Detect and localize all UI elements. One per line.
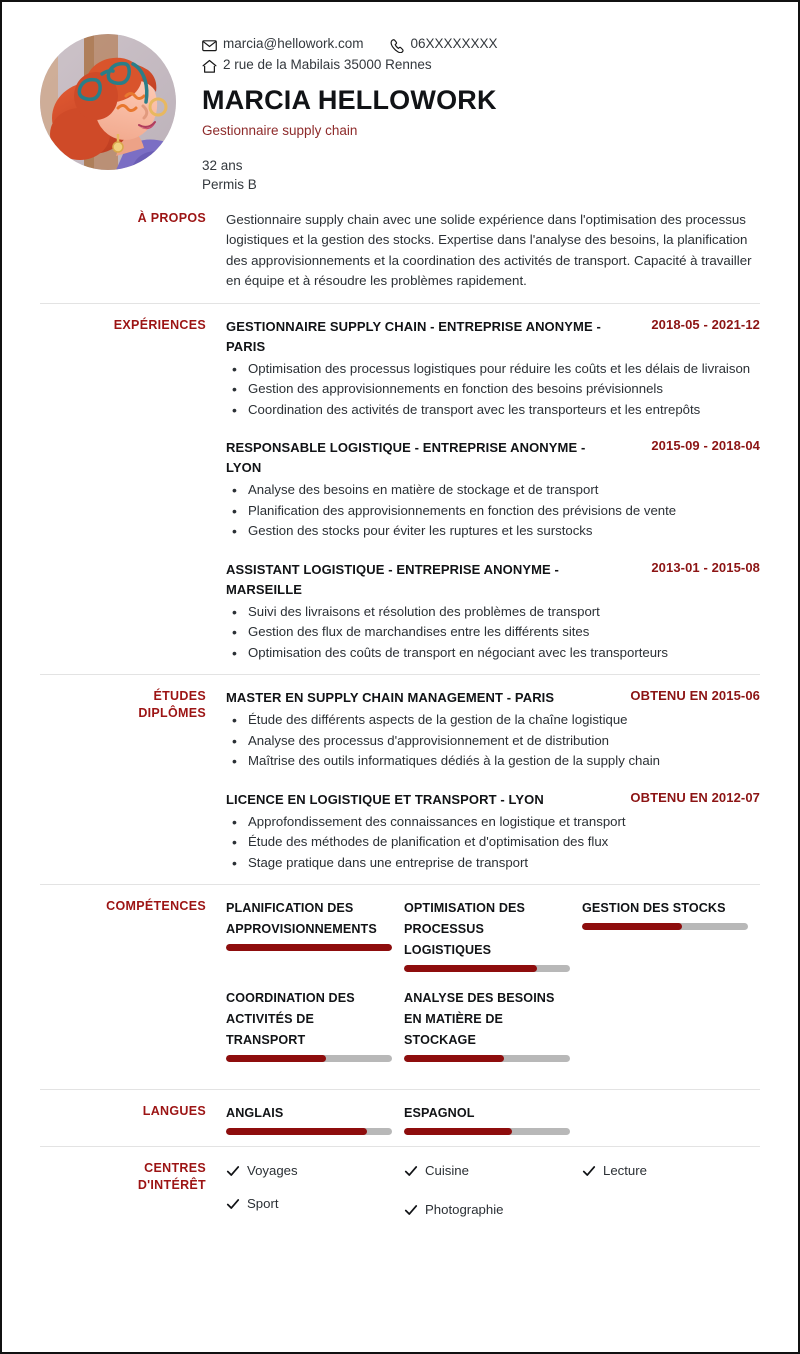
education-bullets: [226, 812, 760, 874]
interest-label: Cuisine: [425, 1163, 469, 1179]
interest-label: Photographie: [425, 1201, 504, 1217]
skills-grid: [226, 898, 760, 1078]
interest-label: Lecture: [603, 1163, 647, 1179]
avatar-container: [40, 28, 192, 170]
section-label-languages: LANGUES: [142, 1104, 206, 1119]
list-item: • Étude des différents aspects de la gestion de la chaîne logistique: [248, 710, 760, 731]
experience-date: 2015-09 - 2018-04: [651, 438, 760, 454]
education-date: OBTENU EN 2015-06: [630, 688, 760, 704]
email-text: marcia@hellowork.com: [223, 36, 364, 51]
list-item: • Analyse des processus d'approvisionnement et de distribution: [248, 731, 760, 752]
experience-bullets: [226, 359, 760, 421]
experience-bullets: [226, 480, 760, 542]
skill-item: [582, 898, 760, 972]
section-label-interests: [40, 1160, 226, 1226]
section-label-skills: COMPÉTENCES: [106, 899, 206, 914]
education-bullets: [226, 710, 760, 772]
license-text: Permis B: [202, 176, 257, 192]
age-text: 32 ans: [202, 157, 243, 173]
skill-level-bar: [226, 944, 392, 951]
resume-header: [40, 28, 760, 194]
check-icon: [404, 1164, 418, 1178]
list-item: • Gestion des stocks pour éviter les ruptures et les surstocks: [248, 521, 760, 542]
skill-item: [404, 988, 582, 1062]
skill-level-bar: [582, 923, 748, 930]
section-languages: [40, 1089, 760, 1146]
list-item: • Suivi des livraisons et résolution des problèmes de transport: [248, 602, 760, 623]
experience-date: 2018-05 - 2021-12: [651, 316, 760, 332]
skill-level-bar: [404, 965, 570, 972]
section-experiences: [40, 303, 760, 675]
interest-label: Sport: [247, 1196, 279, 1212]
check-icon: [404, 1203, 418, 1217]
list-item: • Étude des méthodes de planification et d'optimisation des flux: [248, 832, 760, 853]
education-entry: [226, 688, 760, 772]
skill-name: COORDINATION DES ACTIVITÉS DE TRANSPORT: [226, 991, 355, 1048]
list-item: • Optimisation des coûts de transport en négociant avec les transporteurs: [248, 643, 760, 664]
skill-item: [226, 988, 404, 1062]
language-level-bar: [404, 1128, 570, 1135]
experience-bullets: [226, 602, 760, 664]
job-title: Gestionnaire supply chain: [202, 122, 358, 138]
skill-level-fill: [404, 1055, 504, 1062]
language-item: [404, 1103, 582, 1135]
interest-item: [404, 1160, 582, 1182]
phone-text: 06XXXXXXXX: [410, 36, 498, 51]
section-skills: [40, 884, 760, 1089]
list-item: • Optimisation des processus logistiques pour réduire les coûts et les délais de livraison: [248, 359, 760, 380]
section-education: [40, 674, 760, 884]
interests-grid: [226, 1160, 760, 1226]
skill-item: [404, 898, 582, 972]
skill-name: OPTIMISATION DES PROCESSUS LOGISTIQUES: [404, 901, 526, 958]
education-date: OBTENU EN 2012-07: [630, 789, 760, 805]
list-item: • Planification des approvisionnements en fonction des prévisions de vente: [248, 501, 760, 522]
language-name: ANGLAIS: [226, 1106, 284, 1121]
address-text: 2 rue de la Mabilais 35000 Rennes: [223, 57, 432, 72]
personal-meta: [202, 156, 760, 194]
section-label-education-line1: ÉTUDES: [153, 689, 206, 704]
list-item: • Gestion des flux de marchandises entre les différents sites: [248, 622, 760, 643]
check-icon: [582, 1164, 596, 1178]
section-label-experiences: EXPÉRIENCES: [113, 317, 206, 332]
skill-name: ANALYSE DES BESOINS EN MATIÈRE DE STOCKAGE: [404, 991, 555, 1048]
list-item: • Stage pratique dans une entreprise de transport: [248, 853, 760, 874]
section-interests: [40, 1146, 760, 1237]
language-level-fill: [404, 1128, 512, 1135]
language-level-fill: [226, 1128, 367, 1135]
skill-name: PLANIFICATION DES APPROVISIONNEMENTS: [226, 901, 377, 937]
language-name: ESPAGNOL: [404, 1106, 475, 1121]
skill-item: [226, 898, 404, 972]
interest-item: [582, 1160, 760, 1182]
page-title: MARCIA HELLOWORK: [202, 85, 497, 115]
section-about: [40, 194, 760, 303]
skill-name: GESTION DES STOCKS: [582, 901, 726, 916]
envelope-icon: [202, 38, 217, 53]
about-text: Gestionnaire supply chain avec une solide expérience dans l'optimisation des processus logistiques et la gestion des stocks. Expertise dans l'analyse des besoins, la planification des approvisionnements et la coordination des activités de transport. Capacité à travailler en équipe et à résoudre les problèmes rapidement.: [226, 211, 752, 289]
education-entry: [226, 790, 760, 874]
avatar: [40, 34, 176, 170]
phone-icon: [390, 38, 405, 53]
header-details: [192, 28, 760, 194]
skill-level-fill: [226, 944, 392, 951]
section-label-education-line2: DIPLÔMES: [138, 706, 206, 721]
experience-entry: [226, 317, 760, 421]
language-item: [226, 1103, 404, 1135]
experience-title: RESPONSABLE LOGISTIQUE - ENTREPRISE ANONYME - LYON: [226, 440, 586, 476]
list-item: • Gestion des approvisionnements en fonction des besoins prévisionnels: [248, 379, 760, 400]
section-label-about: À PROPOS: [137, 210, 206, 225]
skill-level-bar: [226, 1055, 392, 1062]
experience-entry: [226, 560, 760, 664]
contact-line-1: [202, 34, 760, 54]
section-label-education: [40, 688, 226, 873]
list-item: • Coordination des activités de transport avec les transporteurs et les entrepôts: [248, 400, 760, 421]
list-item: • Analyse des besoins en matière de stockage et de transport: [248, 480, 760, 501]
skill-level-fill: [404, 965, 537, 972]
skill-level-bar: [404, 1055, 570, 1062]
experience-date: 2013-01 - 2015-08: [651, 559, 760, 575]
languages-grid: [226, 1103, 760, 1135]
experience-title: GESTIONNAIRE SUPPLY CHAIN - ENTREPRISE ANONYME - PARIS: [226, 318, 601, 354]
contact-line-2: [202, 55, 760, 75]
section-label-interests-line2: D'INTÉRÊT: [137, 1178, 206, 1193]
interest-item: [226, 1193, 404, 1215]
check-icon: [226, 1164, 240, 1178]
interest-item: [404, 1193, 582, 1226]
experience-entry: [226, 438, 760, 542]
section-label-interests-line1: CENTRES: [144, 1161, 206, 1176]
interest-label: Voyages: [247, 1163, 298, 1179]
education-title: LICENCE EN LOGISTIQUE ET TRANSPORT - LYON: [226, 791, 544, 807]
check-icon: [226, 1197, 240, 1211]
language-level-bar: [226, 1128, 392, 1135]
interest-item: [226, 1160, 404, 1182]
list-item: • Approfondissement des connaissances en logistique et transport: [248, 812, 760, 833]
skill-level-fill: [226, 1055, 326, 1062]
home-icon: [202, 59, 217, 74]
experience-title: ASSISTANT LOGISTIQUE - ENTREPRISE ANONYME - MARSEILLE: [226, 561, 559, 597]
list-item: • Maîtrise des outils informatiques dédiés à la gestion de la supply chain: [248, 751, 760, 772]
education-title: MASTER EN SUPPLY CHAIN MANAGEMENT - PARIS: [226, 690, 555, 706]
skill-level-fill: [582, 923, 682, 930]
